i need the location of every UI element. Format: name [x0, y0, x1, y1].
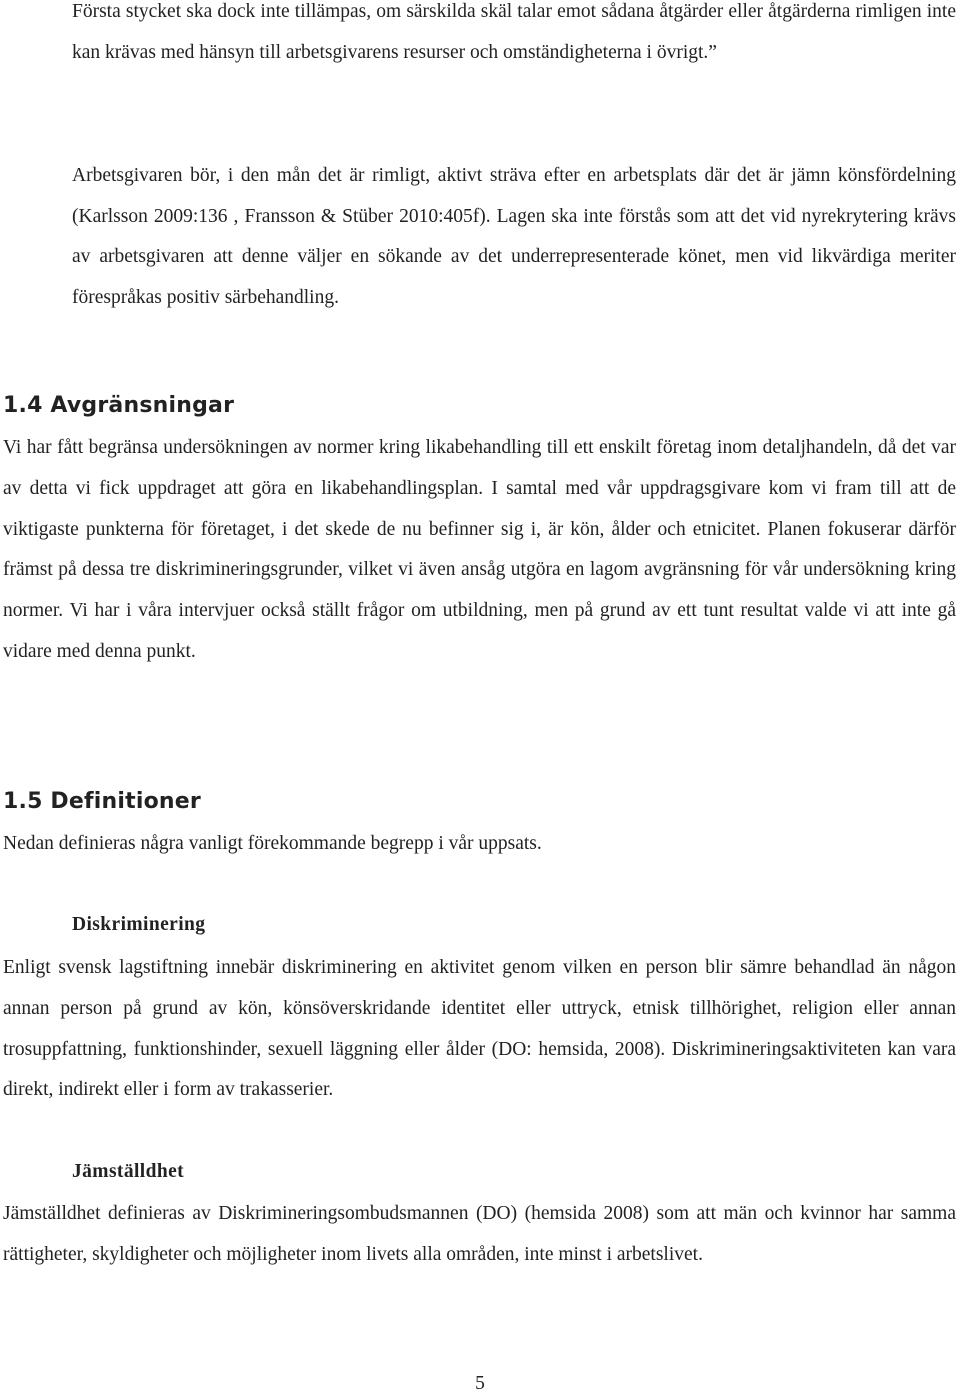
page-number: 5	[475, 1373, 485, 1394]
paragraph-diskriminering-definition: Enligt svensk lagstiftning innebär diskriminering en aktivitet genom vilken en person blir sämre behandlad än någon annan person på grund av kön, könsöverskridande identitet eller uttryck, etnisk tillhörighet, religion eller annan trosuppfattning, funktionshinder, sexuell läggning eller ålder (DO: hemsida, 2008). Diskrimineringsaktiviteten kan vara direkt, indirekt eller i form av trakasserier.	[3, 957, 956, 1101]
paragraph-quote-end: Första stycket ska dock inte tillämpas, om särskilda skäl talar emot sådana åtgärder eller åtgärderna rimligen inte kan krävas med hänsyn till arbetsgivarens resurser och omständigheterna i övrigt.”	[72, 1, 956, 63]
paragraph-jamstalldhet-definition: Jämställdhet definieras av Diskrimineringsombudsmannen (DO) (hemsida 2008) som att män och kvinnor har samma rättigheter, skyldigheter och möjligheter inom livets alla områden, inte minst i arbetslivet.	[3, 1203, 956, 1265]
term-heading-jamstalldhet: Jämställdhet	[72, 1161, 185, 1182]
section-heading-avgransningar: 1.4 Avgränsningar	[3, 393, 235, 418]
term-heading-diskriminering: Diskriminering	[72, 914, 206, 935]
section-heading-definitioner: 1.5 Definitioner	[3, 789, 201, 814]
paragraph-gender-balance: Arbetsgivaren bör, i den mån det är rimligt, aktivt sträva efter en arbetsplats där det är jämn könsfördelning (Karlsson 2009:136 , Fransson & Stüber 2010:405f). Lagen ska inte förstås som att det vid nyrekrytering krävs av arbetsgivaren att denne väljer en sökande av det underrepresenterade könet, men vid likvärdiga meriter förespråkas positiv särbehandling.	[72, 165, 956, 309]
paragraph-definitioner-intro: Nedan definieras några vanligt förekommande begrepp i vår uppsats.	[3, 833, 542, 854]
paragraph-avgransningar: Vi har fått begränsa undersökningen av normer kring likabehandling till ett enskilt företag inom detaljhandeln, då det var av detta vi fick uppdraget att göra en likabehandlingsplan. I samtal med vår uppdragsgivare kom vi fram till att de viktigaste punkterna för företaget, i det skede de nu befinner sig i, är kön, ålder och etnicitet. Planen fokuserar därför främst på dessa tre diskrimineringsgrunder, vilket vi även ansåg utgöra en lagom avgränsning för vår undersökning kring normer. Vi har i våra intervjuer också ställt frågor om utbildning, men på grund av ett tunt resultat valde vi att inte gå vidare med denna punkt.	[3, 437, 956, 662]
